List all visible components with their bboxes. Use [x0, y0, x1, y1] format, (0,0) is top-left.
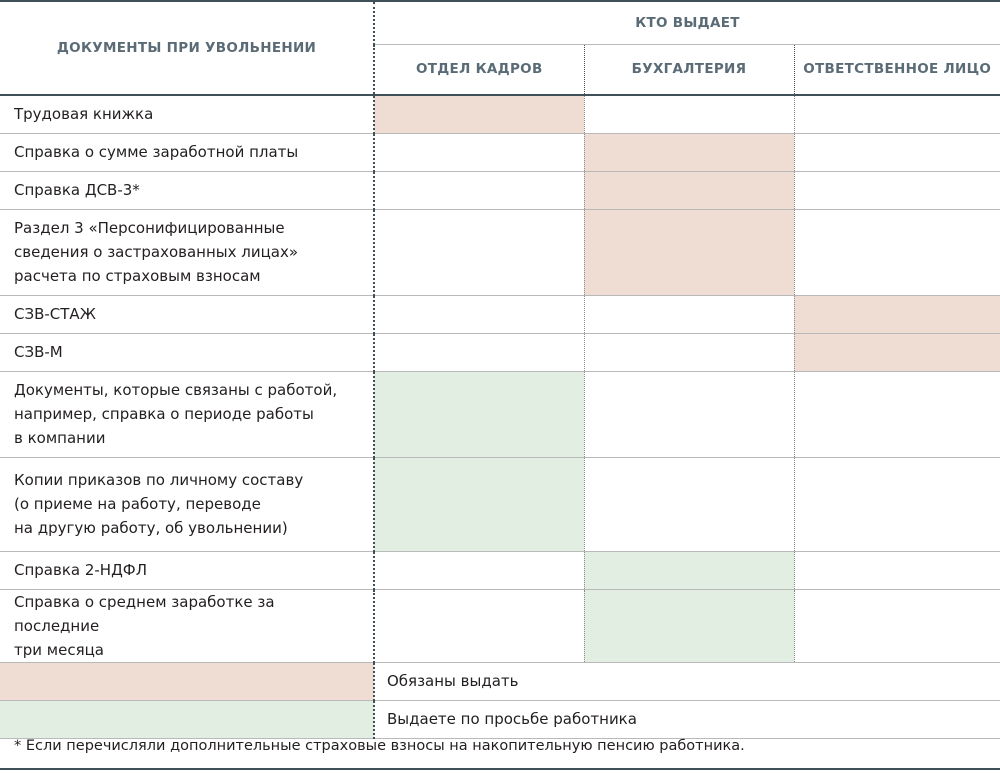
cell-responsible	[794, 371, 1000, 457]
cell-hr	[374, 371, 584, 457]
cell-hr	[374, 295, 584, 333]
legend-label-on-request: Выдаете по просьбе работника	[374, 700, 1000, 738]
cell-responsible	[794, 457, 1000, 551]
legend-swatch-obligatory	[0, 662, 374, 700]
table-row	[0, 209, 1000, 295]
cell-hr	[374, 95, 584, 133]
cell-accounting	[584, 457, 794, 551]
cell-responsible	[794, 133, 1000, 171]
document-name-line: три месяца	[14, 640, 104, 659]
document-name-line: Копии приказов по личному составу	[14, 471, 304, 489]
column-header-accounting: БУХГАЛТЕРИЯ	[584, 44, 794, 95]
legend-label-obligatory: Обязаны выдать	[374, 662, 1000, 700]
legend-swatch-on-request	[0, 700, 374, 738]
document-name	[0, 295, 374, 333]
cell-accounting	[584, 589, 794, 662]
document-name	[0, 371, 374, 457]
document-name-line: Справка о среднем заработке за последние	[14, 592, 275, 635]
document-name	[0, 589, 374, 662]
cell-hr	[374, 333, 584, 371]
table-body	[0, 95, 1000, 662]
document-name-line: например, справка о периоде работы	[14, 405, 314, 423]
column-header-responsible: ОТВЕТСТВЕННОЕ ЛИЦО	[794, 44, 1000, 95]
document-name-line: Справка ДСВ-3*	[14, 181, 140, 199]
table-row	[0, 95, 1000, 133]
table-row	[0, 551, 1000, 589]
document-name-line: сведения о застрахованных лицах»	[14, 243, 299, 261]
column-header-hr: ОТДЕЛ КАДРОВ	[374, 44, 584, 95]
document-name-line: Документы, которые связаны с работой,	[14, 381, 338, 399]
document-name-line: в компании	[14, 429, 106, 447]
cell-accounting	[584, 133, 794, 171]
table-row	[0, 589, 1000, 662]
cell-responsible	[794, 333, 1000, 371]
table-row	[0, 333, 1000, 371]
cell-responsible	[794, 589, 1000, 662]
documents-column-header: ДОКУМЕНТЫ ПРИ УВОЛЬНЕНИИ	[0, 1, 374, 95]
cell-responsible	[794, 295, 1000, 333]
bottom-rule	[0, 768, 1000, 770]
document-name	[0, 457, 374, 551]
cell-accounting	[584, 333, 794, 371]
cell-accounting	[584, 551, 794, 589]
legend-row-on-request	[0, 700, 1000, 738]
document-name	[0, 209, 374, 295]
table-row	[0, 171, 1000, 209]
cell-hr	[374, 551, 584, 589]
cell-hr	[374, 171, 584, 209]
document-name-line: СЗВ-М	[14, 343, 63, 361]
table-row	[0, 457, 1000, 551]
document-name-line: Справка 2-НДФЛ	[14, 561, 148, 579]
document-name	[0, 333, 374, 371]
footnote: * Если перечисляли дополнительные страховые взносы на накопительную пенсию работника.	[14, 738, 745, 754]
cell-accounting	[584, 295, 794, 333]
document-name-line: Трудовая книжка	[14, 105, 154, 124]
document-name-line: Раздел 3 «Персонифицированные	[14, 219, 285, 237]
document-name	[0, 551, 374, 589]
cell-responsible	[794, 209, 1000, 295]
cell-accounting	[584, 209, 794, 295]
document-name-line: расчета по страховым взносам	[14, 267, 261, 285]
document-name	[0, 171, 374, 209]
cell-hr	[374, 589, 584, 662]
document-name-line: (о приеме на работу, переводе	[14, 495, 261, 513]
cell-accounting	[584, 371, 794, 457]
document-name-line: СЗВ-СТАЖ	[14, 305, 96, 323]
issuer-group-header: КТО ВЫДАЕТ	[374, 1, 1000, 44]
cell-responsible	[794, 95, 1000, 133]
document-name-line: на другую работу, об увольнении)	[14, 519, 288, 537]
document-name	[0, 95, 374, 133]
table-row	[0, 133, 1000, 171]
cell-responsible	[794, 551, 1000, 589]
table-row	[0, 295, 1000, 333]
cell-hr	[374, 457, 584, 551]
document-name-line: Справка о сумме заработной платы	[14, 143, 299, 161]
cell-responsible	[794, 171, 1000, 209]
cell-hr	[374, 133, 584, 171]
cell-accounting	[584, 95, 794, 133]
legend-row-obligatory	[0, 662, 1000, 700]
cell-hr	[374, 209, 584, 295]
cell-accounting	[584, 171, 794, 209]
document-name	[0, 133, 374, 171]
table-row	[0, 371, 1000, 457]
